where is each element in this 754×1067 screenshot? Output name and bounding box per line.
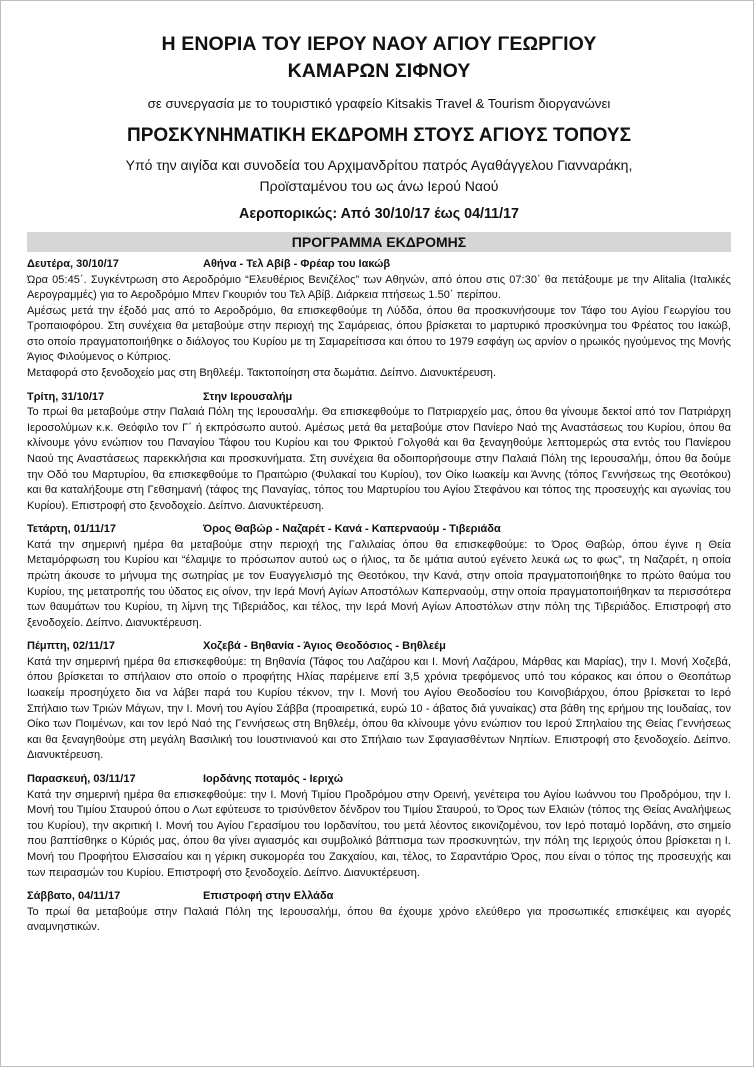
day-paragraph: Κατά την σημερινή ημέρα θα επισκεφθούμε: την Ι. Μονή Τιμίου Προδρόμου στην Ορεινή, γενέτειρα του Αγίου Ιωάννου του Προδρόμου, την Ι. Μονή του Τιμίου Σταυρού όπου ο Λωτ εφύτευσε το τρισύνθετον δένδρον του Τιμίου Σταυρού, το Όρος των Ελαιών (τόπος της Θείας Αναλήψεως του Κυρίου), την ακριτική Ι. Μονή του Αγίου Γερασίμου του Ιορδανίτου, του μετά λέοντος εικονιζομένου, τον Ιερό ποταμό Ιορδάνη, στο σημείο που βαπτίσθηκε ο Κύριός μας, όπου θα γίνει αγιασμός και συμβολικό βάπτισμα των προσκυνητών, την πόλη της Ιεριχούς όπου βρίσκεται η Ι. Μονή του Προφήτου Ελισσαίου και η γέρικη συκομορέα του Ζακχαίου, και, τέλος, το Σαραντάριο Όρος, που είναι ο τόπος της προσευχής και των πειρασμών του Κυρίου. Επιστροφή στο ξενοδοχείο. Δείπνο. Διανυκτέρευση. [27, 788, 731, 879]
itinerary-day [27, 639, 731, 764]
program-title: ΠΡΟΓΡΑΜΜΑ ΕΚΔΡΟΜΗΣ [27, 232, 731, 252]
day-paragraph: Μεταφορά στο ξενοδοχείο μας στη Βηθλεέμ. Τακτοποίηση στα δωμάτια. Δείπνο. Διανυκτέρευση. [27, 367, 497, 380]
parish-title: Η ΕΝΟΡΙΑ ΤΟΥ ΙΕΡΟΥ ΝΑΟΥ ΑΓΙΟΥ ΓΕΩΡΓΙΟΥ [161, 33, 597, 55]
day-route: Στην Ιερουσαλήμ [203, 390, 293, 403]
collaboration-line: σε συνεργασία με το τουριστικό γραφείο Kitsakis Travel & Tourism διοργανώνει [147, 96, 611, 111]
itinerary-day [27, 772, 731, 881]
day-paragraph: Αμέσως μετά την έξοδό μας από το Αεροδρόμιο, θα επισκεφθούμε τη Λύδδα, όπου θα προσκυνήσουμε τον Τάφο του Αγίου Γεωργίου του Τροπαιοφόρου. Στη συνέχεια θα μεταβούμε στην περιοχή της Σαμάρειας, όπου βρίσκεται το μαρτυρικό προσκύνημα του Φρέατος του Ιακώβ, στο οποίο πραγματοποιήθηκε ο διάλογος του Κυρίου με τη Σαμαρείτισσα και όπου το 1979 εσφάγη ως αρνίον ο ηρωικός ηγούμενος της Μονής Άγιος Φιλούμενος ο Κύπριος. [27, 304, 731, 364]
aegis-line-2: Προϊσταμένου του ως άνω Ιερού Ναού [259, 178, 499, 194]
day-description [27, 788, 731, 882]
itinerary-day [27, 390, 731, 515]
itinerary-day [27, 257, 731, 382]
itinerary [27, 257, 731, 936]
day-paragraph: Ώρα 05:45΄. Συγκέντρωση στο Αεροδρόμιο “Ελευθέριος Βενιζέλος” των Αθηνών, από όπου στις 07:30΄ θα πετάξουμε με την Alitalia (Ιταλικές Αερογραμμές) για το Αεροδρόμιο Μπεν Γκουριόν του Τελ Αβίβ. Διάρκεια πτήσεως 1.50΄ περίπου. [27, 273, 731, 302]
day-date: Τετάρτη, 01/11/17 [27, 523, 116, 536]
day-route: Χοζεβά - Βηθανία - Άγιος Θεοδόσιος - Βηθλεέμ [203, 640, 446, 653]
itinerary-day [27, 522, 731, 631]
day-date: Τρίτη, 31/10/17 [27, 390, 105, 403]
day-paragraph: Το πρωί θα μεταβούμε στην Παλαιά Πόλη της Ιερουσαλήμ. Θα επισκεφθούμε το Πατριαρχείο μας, όπου θα γίνουμε δεκτοί από τον Πατριάρχη Ιεροσολύμων κ.κ. Θεόφιλο τον Γ΄ ή εκπρόσωπο αυτού. Αμέσως μετά θα μεταβούμε στον Πανίερο Ναό της Αναστάσεως του Κυρίου, όπου θα κλίνουμε γόνυ ενώπιον του Παναγίου Τάφου του Κυρίου και του Φρικτού Γολγοθά και θα ξεναγηθούμε λεπτομερώς στα εντός του Πανίερου Ναού της Αναστάσεως παρεκκλήσια και προσκυνήματα. Στη συνέχεια θα οδοιπορήσουμε στην Παλαιά Πόλη της Ιερουσαλήμ, όπου θα δούμε την Οδό του Μαρτυρίου, θα επισκεφθούμε το Πραιτώριο (Φυλακαί του Κυρίου), τον Οίκο Ιωακείμ και Άννης (τόπος Γεννήσεως της Θεοτόκου) και θα καταλήξουμε στη Γεθσημανή (τάφος της Παναγίας, τόπος του Μαρτυρίου του Αγίου Στεφάνου και τόπος της προσευχής και αγωνίας του Κυρίου). Επιστροφή στο ξενοδοχείο. Δείπνο. Διανυκτέρευση. [27, 406, 731, 512]
day-heading [27, 522, 731, 538]
day-description [27, 905, 731, 936]
day-heading [27, 639, 731, 655]
day-date: Δευτέρα, 30/10/17 [27, 258, 119, 270]
itinerary-day [27, 889, 731, 936]
day-route: Ιορδάνης ποταμός - Ιεριχώ [203, 773, 343, 786]
day-heading [27, 390, 731, 406]
day-date: Παρασκευή, 03/11/17 [27, 773, 136, 786]
day-date: Πέμπτη, 02/11/17 [27, 640, 116, 653]
day-route: Αθήνα - Τελ Αβίβ - Φρέαρ του Ιακώβ [203, 258, 391, 270]
parish-location: ΚΑΜΑΡΩΝ ΣΙΦΝΟΥ [287, 60, 471, 82]
trip-title: ΠΡΟΣΚΥΝΗΜΑΤΙΚΗ ΕΚΔΡΟΜΗ ΣΤΟΥΣ ΑΓΙΟΥΣ ΤΟΠΟΥΣ [127, 125, 631, 146]
day-description [27, 273, 731, 382]
day-heading [27, 772, 731, 788]
day-route: Επιστροφή στην Ελλάδα [203, 890, 334, 903]
day-description [27, 538, 731, 632]
day-description [27, 655, 731, 764]
day-date: Σάββατο, 04/11/17 [27, 890, 121, 903]
day-paragraph: Το πρωί θα μεταβούμε στην Παλαιά Πόλη της Ιερουσαλήμ, όπου θα έχουμε χρόνο ελεύθερο για προσωπικές επισκέψεις και αγορές αναμνηστικών. [27, 905, 731, 934]
day-route: Όρος Θαβώρ - Ναζαρέτ - Κανά - Καπερναούμ - Τιβεριάδα [203, 523, 501, 536]
day-heading [27, 257, 731, 273]
day-description [27, 405, 731, 514]
day-heading [27, 889, 731, 905]
day-paragraph: Κατά την σημερινή ημέρα θα επισκεφθούμε: τη Βηθανία (Τάφος του Λαζάρου και Ι. Μονή Λαζάρου, Μάρθας και Μαρίας), την Ι. Μονή Χοζεβά, όπου βρίσκεται το σπήλαιον στο οποίο ο προφήτης Ηλίας παρέμεινε επί 3,5 χρόνια τρεφόμενος υπό του κόρακος και όπου ο Θεοπάτωρ Ιωακείμ προσηύχετο δια να λάβει παρά του Κυρίου τέκνον, την Ι. Μονή του Αγίου Θεοδοσίου του Κοινοβιάρχου, όπου βρίσκεται το Ιερό Σπήλαιο των Τριών Μάγων, την Ι. Μονή του Αγίου Σάββα (προαιρετικά, ευρώ 10 - άβατος διά γυναίκας) στα βάθη της ερήμου της Ιουδαίας, τον Οίκο των Ποιμένων, και τον Ιερό Ναό της Γεννήσεως στη Βηθλεέμ, όπου θα κλίνουμε γόνυ ενώπιον του Ιερού Σπηλαίου της Θείας Γεννήσεως και θα ξεναγηθούμε στη μεγάλη Βασιλική του Ιουστινιανού και στο Σπήλαιο των Σφαγιασθέντων Νηπίων. Επιστροφή στο ξενοδοχείο. Δείπνο. Διανυκτέρευση. [27, 655, 731, 762]
aegis-line-1: Υπό την αιγίδα και συνοδεία του Αρχιμανδρίτου πατρός Αγαθάγγελου Γιανναράκη, [125, 157, 633, 173]
trip-dates: Αεροπορικώς: Από 30/10/17 έως 04/11/17 [239, 206, 519, 222]
day-paragraph: Κατά την σημερινή ημέρα θα μεταβούμε στην περιοχή της Γαλιλαίας όπου θα επισκεφθούμε: το Όρος Θαβώρ, όπου έγινε η Θεία Μεταμόρφωση του Κυρίου και “έλαμψε το πρόσωπον αυτού ως ο ήλιος, τα δε ιμάτια αυτού εγένετο λευκά ως το φως”, τη Ναζαρέτ, η οποία πρώτη άκουσε το μήνυμα της σωτηρίας με τον Ευαγγελισμό της Θεοτόκου, την Κανά, στην οποία πραγματοποιήθηκε το πρώτο θαύμα του Κυρίου, της μετατροπής του ύδατος εις οίνον, την Ιερά Μονή Αγίων Αποστόλων Καπερναούμ, στην οποία πραγματοποιήθηκαν τα περισσότερα των θαυμάτων του Κυρίου, τη λίμνη της Τιβεριάδος, και τέλος, την Ιερά Μονή Αγίων Αποστόλων στην πόλη της Τιβεριάδος. Επιστροφή στο ξενοδοχείο. Δείπνο. Διανυκτέρευση. [27, 538, 731, 629]
